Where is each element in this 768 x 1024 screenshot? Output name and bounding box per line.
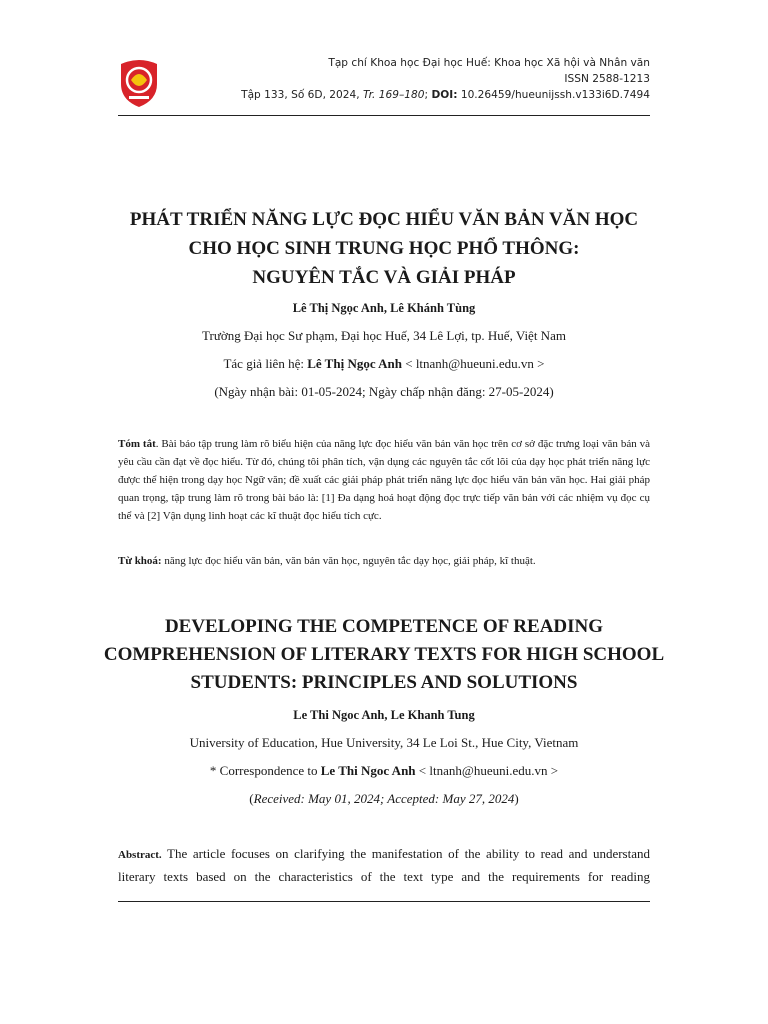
abstract-english bbox=[118, 843, 650, 888]
journal-issn: ISSN 2588-1213 bbox=[564, 73, 650, 85]
abstract-en-line: literary texts based on the characteristics of the text type and the requirements for reading bbox=[118, 869, 650, 884]
journal-name: Tạp chí Khoa học Đại học Huế: Khoa học Xã hội và Nhân văn bbox=[328, 57, 650, 69]
authors-vietnamese: Lê Thị Ngọc Anh, Lê Khánh Tùng bbox=[292, 301, 476, 315]
title-vietnamese bbox=[100, 205, 668, 292]
contact-email[interactable]: < ltnanh@hueuni.edu.vn > bbox=[418, 763, 559, 778]
abstract-label: Abstract. bbox=[118, 849, 162, 861]
title-vn-line: NGUYÊN TẮC VÀ GIẢI PHÁP bbox=[252, 267, 516, 288]
abstract-label: Tóm tắt bbox=[118, 438, 156, 450]
university-logo bbox=[117, 58, 161, 108]
dates-open: ( bbox=[249, 791, 254, 806]
contact-prefix: Tác giả liên hệ: bbox=[223, 356, 304, 371]
contact-email[interactable]: < ltnanh@hueuni.edu.vn > bbox=[405, 356, 545, 371]
contact-name: Le Thi Ngoc Anh bbox=[320, 763, 416, 778]
affiliation-vietnamese: Trường Đại học Sư phạm, Đại học Huế, 34 Lê Lợi, tp. Huế, Việt Nam bbox=[202, 328, 566, 343]
contact-name: Lê Thị Ngọc Anh bbox=[307, 356, 402, 371]
abstract-text: The article focuses on clarifying the manifestation of the ability to read and understand bbox=[161, 846, 650, 861]
journal-citation: Tập 133, Số 6D, 2024, Tr. 169–180; DOI: 10.26459/hueunijssh.v133i6D.7494 bbox=[241, 89, 650, 101]
keywords-vietnamese bbox=[118, 552, 650, 570]
title-en-line: STUDENTS: PRINCIPLES AND SOLUTIONS bbox=[190, 672, 578, 693]
journal-volume: Tập 133, Số 6D, 2024, bbox=[241, 89, 360, 101]
title-english bbox=[100, 613, 668, 697]
contact-english bbox=[100, 762, 668, 780]
title-vn-line: CHO HỌC SINH TRUNG HỌC PHỔ THÔNG: bbox=[188, 238, 580, 259]
doi-label: DOI: bbox=[431, 89, 458, 101]
contact-vietnamese bbox=[100, 355, 668, 373]
dates-close: ) bbox=[514, 791, 519, 806]
title-en-line: COMPREHENSION OF LITERARY TEXTS FOR HIGH SCHOOL bbox=[103, 644, 665, 665]
footer-divider bbox=[118, 901, 650, 902]
dates-english bbox=[100, 790, 668, 808]
keywords-label: Từ khoá: bbox=[118, 555, 162, 567]
keywords-text: năng lực đọc hiểu văn bản, văn bản văn học, nguyên tắc dạy học, giải pháp, kĩ thuật. bbox=[161, 555, 536, 567]
journal-header bbox=[241, 55, 650, 103]
header-divider bbox=[118, 115, 650, 116]
logo-base bbox=[129, 96, 149, 99]
affiliation-english: University of Education, Hue University, 34 Le Loi St., Hue City, Vietnam bbox=[189, 735, 579, 750]
contact-prefix: * Correspondence to bbox=[209, 763, 318, 778]
abstract-vietnamese bbox=[118, 435, 650, 525]
journal-pages: Tr. 169–180 bbox=[363, 89, 425, 101]
title-en-line: DEVELOPING THE COMPETENCE OF READING bbox=[164, 616, 604, 637]
dates-text: Received: May 01, 2024; Accepted: May 27, 2024 bbox=[253, 791, 515, 806]
abstract-en-line bbox=[118, 843, 650, 866]
authors-english: Le Thi Ngoc Anh, Le Khanh Tung bbox=[293, 708, 475, 722]
dates-vietnamese: (Ngày nhận bài: 01-05-2024; Ngày chấp nhận đăng: 27-05-2024) bbox=[214, 384, 554, 399]
abstract-text: . Bài báo tập trung làm rõ biểu hiện của năng lực đọc hiểu văn bản văn học trên cơ sở đặc trưng loại văn bản và yêu cầu cần đạt về đọc hiểu. Từ đó, chúng tôi phân tích, vận dụng các nguyên tắc cốt lõi của dạy học phát triển năng lực được thể hiện trong dạy học Ngữ văn; đề xuất các giải pháp phát triển năng lực đọc hiểu văn bản văn học. Hai giải pháp quan trọng, tập trung làm rõ trong bài báo là: [1] Đa dạng hoá hoạt động đọc trực tiếp văn bản với các nhiệm vụ đọc cụ thể và [2] Vận dụng linh hoạt các kĩ thuật đọc hiểu tích cực. bbox=[118, 438, 651, 522]
doi-value[interactable]: 10.26459/hueunijssh.v133i6D.7494 bbox=[460, 89, 650, 101]
title-vn-line: PHÁT TRIỂN NĂNG LỰC ĐỌC HIỂU VĂN BẢN VĂN HỌC bbox=[129, 209, 639, 230]
